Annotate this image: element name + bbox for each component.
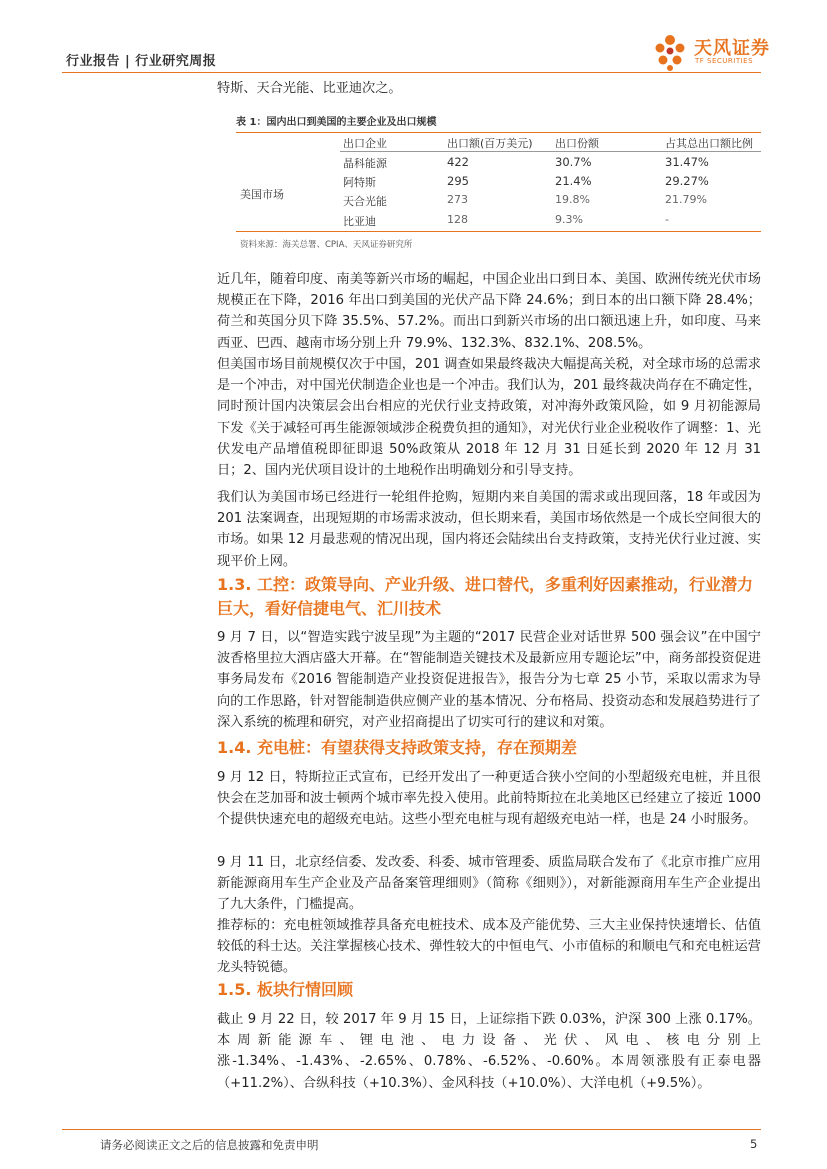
table-cell: 31.47%: [665, 155, 709, 169]
paragraph-market-review: 截止 9 月 22 日，较 2017 年 9 月 15 日，上证综指下跌 0.03%，沪深 300 上涨 0.17%。本周新能源车、锂电池、电力设备、光伏、风电、核电分别上涨-1.34%、-1.43%、-2.65%、0.78%、-6.52%、-0.60%。本周领涨股有正泰电器（+11.2%）、合纵科技（+10.3%）、金风科技（+10.0%）、大洋电机（+9.5%）。: [217, 1012, 761, 1091]
table-header-cell: 出口企业: [343, 137, 387, 150]
table-cell: 422: [447, 155, 469, 169]
paragraph-recommendation: 推荐标的：充电桩领域推荐具备充电桩技术、成本及产能优势、三大主业保持快速增长、估值较低的科士达。关注掌握核心技术、弹性较大的中恒电气、小市值标的和顺电气和充电桩运营龙头特锐德。: [217, 918, 761, 976]
table-cell: 阿特斯: [343, 176, 376, 189]
paragraph-beijing-policy: 9 月 11 日，北京经信委、发改委、科委、城市管理委、质监局联合发布了《北京市推广应用新能源商用车生产企业及产品备案管理细则》（简称《细则》），对新能源商用车生产企业提出了九大条件，门槛提高。: [217, 855, 761, 913]
table-source: 资料来源：海关总署、CPIA、天风证券研究所: [240, 240, 413, 250]
section-title-1-4: 1.4. 充电桩：有望获得支持政策支持，存在预期差: [217, 738, 577, 757]
logo-flower-icon: [650, 30, 694, 74]
paragraph-us-outlook: 我们认为美国市场已经进行一轮组件抢购，短期内来自美国的需求或出现回落，18 年或因为 201 法案调查，出现短期的市场需求波动，但长期来看，美国市场依然是一个成长空间很大的市场。如果 12 月最悲观的情况出现，国内将还会陆续出台支持政策，支持光伏行业过渡、实现平价上网。: [217, 490, 761, 569]
table-cell: 9.3%: [555, 213, 583, 226]
table-header-cell: 出口份额: [555, 137, 599, 150]
table-title: 表 1：国内出口到美国的主要企业及出口规模: [236, 117, 437, 128]
table-cell: 19.8%: [555, 193, 590, 206]
table-bottom-rule: [236, 231, 761, 232]
section-title-1-3: 1.3. 工控：政策导向、产业升级、进口替代，多重利好因素推动，行业潜力巨大，看好信捷电气、汇川技术: [217, 575, 753, 618]
paragraph-market-trend: 近几年，随着印度、南美等新兴市场的崛起，中国企业出口到日本、美国、欧洲传统光伏市场规模正在下降，2016 年出口到美国的光伏产品下降 24.6%；到日本的出口额下降 28.4%；荷兰和英国分贝下降 35.5%、57.2%。而出口到新兴市场的出口额迅速上升，如印度、马来西亚、巴西、越南市场分别上升 79.9%、132.3%、832.1%、208.5%。: [217, 272, 761, 351]
table-cell: 295: [447, 174, 469, 188]
table-cell: 晶科能源: [343, 157, 387, 170]
table-header-cell: 出口额(百万美元): [447, 137, 533, 150]
table-cell: 128: [447, 213, 468, 226]
company-logo: [650, 30, 775, 74]
table-cell: 273: [447, 193, 468, 206]
table-top-rule: [236, 132, 761, 133]
intro-line: 特斯、天合光能、比亚迪次之。: [217, 81, 402, 96]
footer-disclaimer: 请务必阅读正文之后的信息披露和免责申明: [100, 1138, 319, 1152]
footer-divider: [62, 1129, 761, 1130]
table-cell: 天合光能: [343, 195, 387, 208]
logo-name-en: TF SECURITIES: [695, 57, 754, 65]
header-divider: [62, 72, 761, 73]
table-header-cell: 占其总出口额比例: [665, 137, 753, 150]
table-cell: 比亚迪: [343, 215, 376, 228]
table-cell: -: [665, 213, 669, 226]
table-cell: 21.4%: [555, 174, 592, 188]
logo-name-cn: 天风证券: [694, 38, 770, 59]
table-cell: 29.27%: [665, 174, 709, 188]
paragraph-tesla-charger: 9 月 12 日，特斯拉正式宣布，已经开发出了一种更适合狭小空间的小型超级充电桩，并且很快会在芝加哥和波士顿两个城市率先投入使用。此前特斯拉在北美地区已经建立了接近 1000 个提供快速充电的超级充电站。这些小型充电桩与现有超级充电站一样，也是 24 小时服务。: [217, 770, 761, 828]
table-cell: 30.7%: [555, 155, 592, 169]
table-header-rule: [340, 151, 761, 152]
paragraph-201-investigation: 但美国市场目前规模仅次于中国，201 调查如果最终裁决大幅提高关税，对全球市场的总需求是一个冲击，对中国光伏制造企业也是一个冲击。我们认为，201 最终裁决尚存在不确定性，同时预计国内决策层会出台相应的光伏行业支持政策，对冲海外政策风险，如 9 月初能源局下发《关于减轻可再生能源领域涉企税费负担的通知》，对光伏行业企业税收作了调整：1、光伏发电产品增值税即征即退 50%政策从 2018 年 12 月 31 日延长到 2020 年 12 月 31 日；2、国内光伏项目设计的土地税作出明确划分和引导支持。: [217, 357, 761, 479]
table-group-label: 美国市场: [240, 188, 284, 201]
report-category: 行业报告 | 行业研究周报: [66, 54, 217, 69]
page-number: 5: [750, 1137, 758, 1151]
paragraph-industrial-control: 9 月 7 日，以“智造实践宁波呈现”为主题的“2017 民营企业对话世界 500 强会议”在中国宁波香格里拉大酒店盛大开幕。在“智能制造关键技术及最新应用专题论坛”中，商务部投资促进事务局发布《2016 智能制造产业投资促进报告》，报告分为七章 25 小节，采取以需求为导向的工作思路，针对智能制造供应侧产业的基本情况、分布格局、投资动态和发展趋势进行了深入系统的梳理和研究，对产业招商提出了切实可行的建议和对策。: [217, 630, 761, 730]
table-cell: 21.79%: [665, 193, 707, 206]
section-title-1-5: 1.5. 板块行情回顾: [217, 980, 353, 999]
